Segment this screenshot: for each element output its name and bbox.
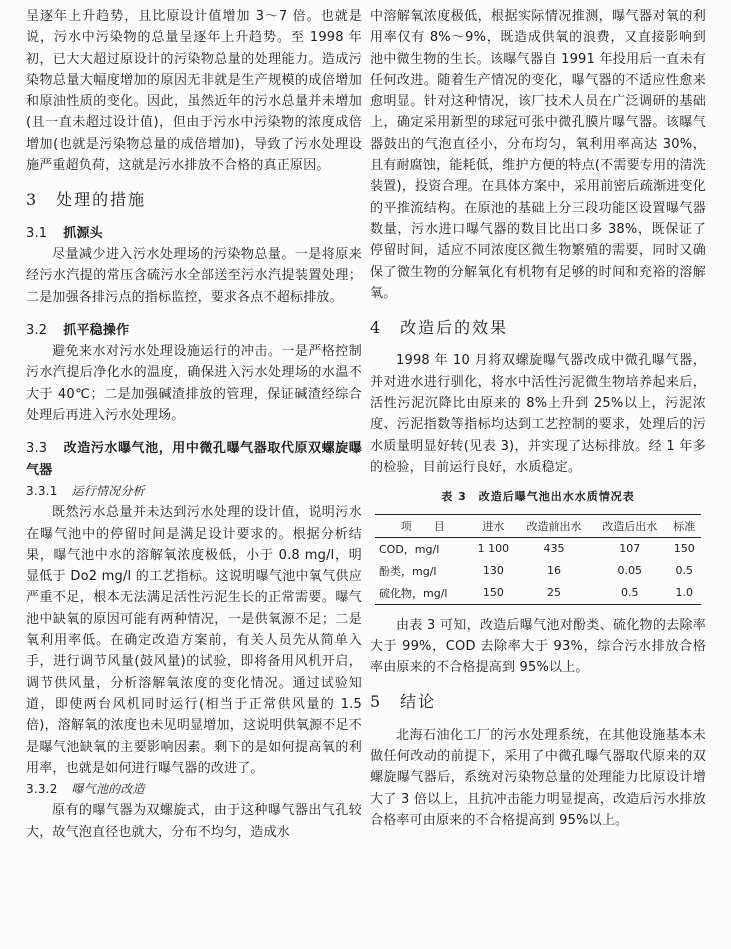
table-row (375, 582, 701, 605)
table-caption: 表 3 改造后曝气池出水水质情况表 (441, 490, 635, 504)
table-header-cell: 进水 (471, 514, 517, 537)
continued-paragraph: 中溶解氧浓度极低，根据实际情况推测，曝气器对氧的利用率仅有 8%～9%，既造成供氧的浪费，又直接影响到池中微生物的生长。该曝气器自 1991 年投用后一直未有任何改进。随着生产情况的变化，曝气器的不适应性愈来愈明显。针对这种情况，该厂技术人员在广泛调研的基础上，确定采用新型的球冠可张中微孔膜片曝气器。该曝气器鼓出的气泡直径小，分布均匀，氧利用率高达 30%，且有耐腐蚀，能耗低，维护方便的特点(不需要专用的清洗装置)，投资合理。在具体方案中，采用前密后疏渐进变化的平推流结构。在原池的基础上分三段功能区设置曝气器数量，污水进口曝气器的数目比出口多 38%，既保证了停留时间，适应不同浓度区微生物繁殖的需要，同时又确保了微生物的分解氧化有机物有足够的时间和充裕的溶解氧。 (370, 9, 706, 301)
section-3-2-title: 抓平稳操作 (63, 322, 130, 338)
table-header-row (375, 514, 701, 537)
table-cell: 150 (471, 582, 517, 605)
section-3-3-heading (26, 438, 362, 481)
section-3-3-number: 3.3 (26, 441, 48, 457)
left-column (26, 6, 362, 843)
table-cell: 0.05 (617, 564, 642, 578)
table-cell: 1 100 (477, 542, 510, 556)
section-3-3-2-title: 曝气池的改造 (71, 782, 145, 797)
section-3-2-heading (26, 320, 362, 341)
table-header-cell: 项 目 (375, 514, 471, 537)
section-3-3-1-title: 运行情况分析 (71, 483, 145, 498)
table-cell: 130 (482, 564, 504, 578)
table-cell: 107 (619, 542, 641, 556)
section-4-heading: 4 改造后的效果 (370, 318, 509, 338)
section-3-3-1-number: 3.3.1 (26, 483, 58, 498)
section-3-3-title: 改造污水曝气池，用中微孔曝气器取代原双螺旋曝气器 (26, 441, 362, 478)
section-3-1-title: 抓源头 (63, 225, 103, 241)
section-3-2-number: 3.2 (26, 322, 48, 338)
section-3-3-2-heading (26, 779, 362, 800)
table-cell: 1.0 (668, 582, 701, 605)
table-cell: 16 (547, 564, 561, 578)
table-cell: 150 (673, 542, 695, 556)
table-cell: 435 (543, 542, 565, 556)
table-cell: 酚类，mg/l (379, 564, 437, 578)
after-table-paragraph: 由表 3 可知，改造后曝气池对酚类、硫化物的去除率大于 99%，COD 去除率大于 93%，综合污水排放合格率由原来的不合格提高到 95%以上。 (370, 617, 706, 676)
section-3-1-number: 3.1 (26, 225, 48, 241)
section-5-heading: 5 结论 (370, 692, 437, 712)
section-3-heading: 3 处理的措施 (26, 190, 147, 210)
section-3-1-paragraph: 尽量减少进入污水处理场的污染物总量。一是将原来经污水汽提的常压含硫污水全部送至污水汽提装置处理；二是加强各排污点的指标监控，要求各点不超标排放。 (26, 246, 362, 305)
section-3-3-2-paragraph: 原有的曝气器为双螺旋式，由于这种曝气器出气孔较大，故气泡直径也就大，分布不均匀，造成水 (26, 803, 362, 840)
right-column (370, 6, 706, 831)
section-5-paragraph: 北海石油化工厂的污水处理系统，在其他设施基本未做任何改动的前提下，采用了中微孔曝气器取代原来的双螺旋曝气器后，系统对污染物总量的处理能力比原设计增大了 3 倍以上，且抗冲击能力明显提高，改造后污水排放合格率可由原来的不合格提高到 95%以上。 (370, 727, 706, 828)
intro-paragraph: 呈逐年上升趋势，且比原设计值增加 3～7 倍。也就是说，污水中污染物的总量呈逐年上升趋势。至 1998 年初，已大大超过原设计的污染物总量的处理能力。造成污染物总量大幅度增加的原因无非就是生产规模的成倍增加和原油性质的变化。因此，虽然近年的污水总量并未增加(且一直未超过设计值)，但由于污水中污染物的浓度成倍增加(也就是污染物总量的成倍增加)，导致了污水处理设施严重超负荷，这就是污水排放不合格的真正原因。 (26, 9, 362, 174)
table-cell: 硫化物，mg/l (375, 582, 471, 605)
table-header-cell: 改造后出水 (592, 514, 668, 537)
section-3-3-2-number: 3.3.2 (26, 782, 58, 797)
section-3-1-heading (26, 223, 362, 244)
table-cell: 0.5 (592, 582, 668, 605)
section-4-paragraph: 1998 年 10 月将双螺旋曝气器改成中微孔曝气器，并对进水进行驯化，将水中活性污泥微生物培养起来后，活性污泥沉降比由原来的 8%上升到 25%以上，污泥浓度、污泥指数等指标均达到工艺控制的要求，处理后的污水质量明显好转(见表 3)，并实现了达标排放。经 1 年多的检验，目前运行良好，水质稳定。 (370, 353, 706, 475)
table-cell: COD，mg/l (379, 542, 440, 556)
section-3-3-1-paragraph: 既然污水总量并未达到污水处理的设计值，说明污水在曝气池中的停留时间是满足设计要求的。根据分析结果，曝气池中水的溶解氧浓度极低，小于 0.8 mg/l，明显低于 Do2 mg/l 的工艺指标。这说明曝气池中氧气供应严重不足，根本无法满足活性污泥生长的正常需要。曝气池中缺氧的原因可能有两种情况，一是供氧源不足；二是氧利用率低。在确定改造方案前，有关人员先从简单入手，进行调节风量(鼓风量)的试验，即将备用风机开启，调节供风量，分析溶解氧浓度的变化情况。通过试验知道，即使两台风机同时运行(相当于正常供风量的 1.5 倍)，溶解氧的浓度也未见明显增加，这说明供氧源不足不是曝气池缺氧的主要影响因素。剩下的是如何提高氧的利用率，也就是如何进行曝气器的改进了。 (26, 505, 362, 776)
table-row (375, 560, 701, 582)
table-header-cell: 标准 (668, 514, 701, 537)
table-cell: 0.5 (675, 564, 694, 578)
table-cell: 25 (516, 582, 592, 605)
section-3-3-1-heading (26, 481, 362, 502)
water-quality-table (375, 514, 701, 605)
table-header-cell: 改造前出水 (516, 514, 592, 537)
section-3-2-paragraph: 避免来水对污水处理设施运行的冲击。一是严格控制污水汽提后净化水的温度，确保进入污水处理场的水温不大于 40℃；二是加强碱渣排放的管理，保证碱渣经综合处理后再进入污水处理场。 (26, 344, 362, 424)
table-row (375, 537, 701, 560)
